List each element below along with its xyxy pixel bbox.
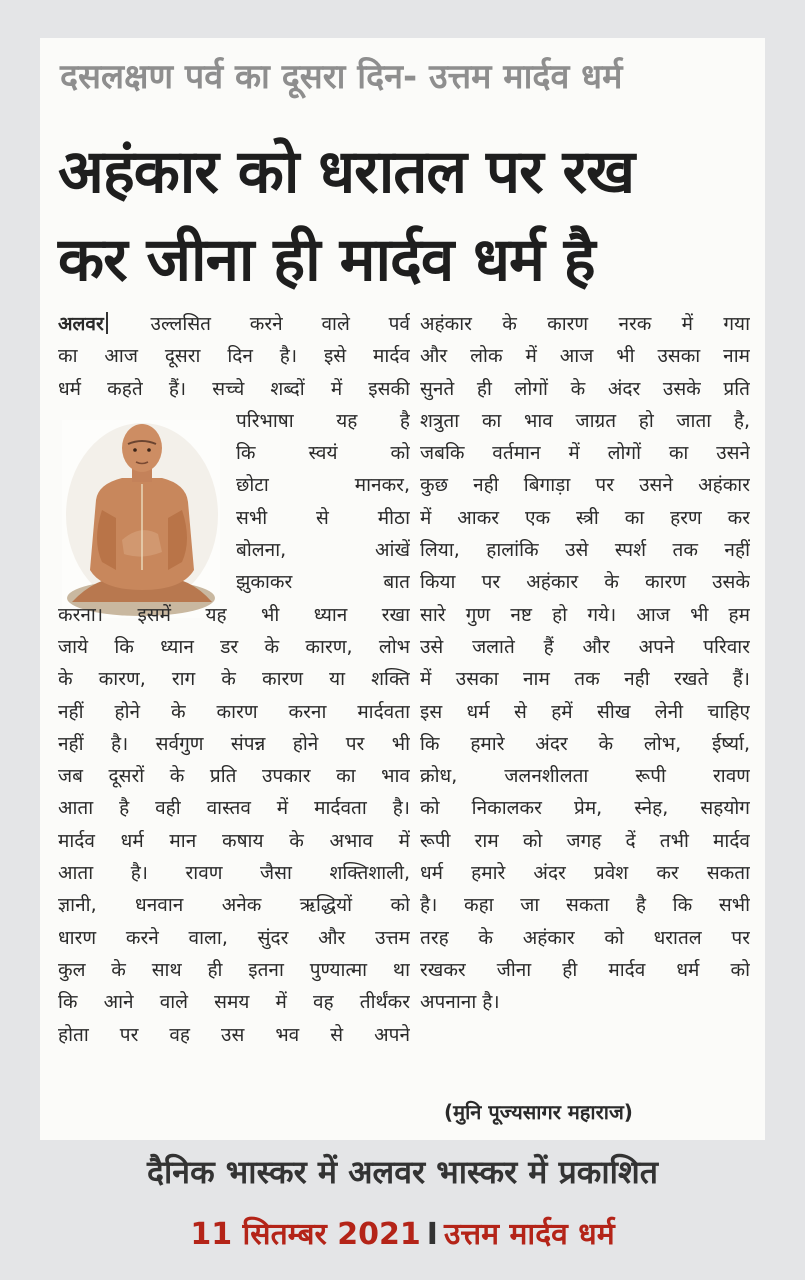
text-line: धर्म कहते हैं। सच्चे शब्दों में इसकी bbox=[58, 377, 410, 400]
text-line: नहीं है। सर्वगुण संपन्न होने पर भी bbox=[58, 732, 410, 755]
text-line: धर्म हमारे अंदर प्रवेश कर सकता bbox=[420, 862, 750, 885]
article-right-column bbox=[420, 308, 750, 1019]
text-line: मार्दव धर्म मान कषाय के अभाव में bbox=[58, 829, 410, 852]
text-line: छोटा मानकर, bbox=[236, 474, 410, 497]
text-line: जबकि वर्तमान में लोगों का उसने bbox=[420, 442, 750, 465]
text-line: जाये कि ध्यान डर के कारण, लोभ bbox=[58, 635, 410, 658]
text-line: का आज दूसरा दिन है। इसे मार्दव bbox=[58, 345, 410, 368]
text-line: आता है। रावण जैसा शक्तिशाली, bbox=[58, 862, 410, 885]
text-line: उसे जलाते हैं और अपने परिवार bbox=[420, 635, 750, 658]
kicker-heading: दसलक्षण पर्व का दूसरा दिन- उत्तम मार्दव धर्म bbox=[60, 57, 623, 97]
text-line: को निकालकर प्रेम, स्नेह, सहयोग bbox=[420, 797, 750, 820]
text-line: कुछ नही बिगाड़ा पर उसने अहंकार bbox=[420, 474, 750, 497]
text-line: शत्रुता का भाव जाग्रत हो जाता है, bbox=[420, 409, 750, 432]
text-line: सभी से मीठा bbox=[236, 506, 410, 529]
text-line: लिया, हालांकि उसे स्पर्श तक नहीं bbox=[420, 539, 750, 562]
text-line: इस धर्म से हमें सीख लेनी चाहिए bbox=[420, 700, 750, 723]
text-line: बोलना, आंखें bbox=[236, 539, 410, 562]
text-line: है। कहा जा सकता है कि सभी bbox=[420, 894, 750, 917]
text-line: और लोक में आज भी उसका नाम bbox=[420, 345, 750, 368]
publication-caption: दैनिक भास्कर में अलवर भास्कर में प्रकाशित bbox=[147, 1153, 658, 1191]
text-line: में उसका नाम तक नही रखते हैं। bbox=[420, 668, 750, 691]
text-line: कि हमारे अंदर के लोभ, ईर्ष्या, bbox=[420, 732, 750, 755]
text-line: कि स्वयं को bbox=[236, 442, 410, 465]
date-topic-caption bbox=[0, 1212, 805, 1253]
text-line: रखकर जीना ही मार्दव धर्म को bbox=[420, 958, 750, 981]
caption-separator: I bbox=[426, 1217, 438, 1252]
text-line: सारे गुण नष्ट हो गये। आज भी हम bbox=[420, 603, 750, 626]
dateline: अलवर bbox=[58, 313, 104, 335]
text-line: में आकर एक स्त्री का हरण कर bbox=[420, 506, 750, 529]
text-line: होता पर वह उस भव से अपने bbox=[58, 1023, 410, 1046]
text-line: आता है वही वास्तव में मार्दवता है। bbox=[58, 797, 410, 820]
headline-line-1: अहंकार को धरातल पर रख bbox=[58, 137, 635, 207]
text-line: अपनाना है। bbox=[420, 991, 500, 1014]
text-line: तरह के अहंकार को धरातल पर bbox=[420, 926, 750, 949]
text-line: नहीं होने के कारण करना मार्दवता bbox=[58, 700, 410, 723]
text-line: करना। इसमें यह भी ध्यान रखा bbox=[58, 603, 410, 626]
text-line: धारण करने वाला, सुंदर और उत्तम bbox=[58, 926, 410, 949]
article-left-column bbox=[58, 308, 410, 1051]
headline-line-2: कर जीना ही मार्दव धर्म है bbox=[58, 225, 595, 295]
text-line: जब दूसरों के प्रति उपकार का भाव bbox=[58, 765, 410, 788]
text-line: अलवर उल्लसित करने वाले पर्व bbox=[58, 313, 410, 335]
text-line: कुल के साथ ही इतना पुण्यात्मा था bbox=[58, 958, 410, 981]
text-line: झुकाकर बात bbox=[236, 571, 410, 594]
text-line: के कारण, राग के कारण या शक्ति bbox=[58, 668, 410, 691]
text-line: ज्ञानी, धनवान अनेक ऋद्धियों को bbox=[58, 894, 410, 917]
author-byline: (मुनि पूज्यसागर महाराज) bbox=[444, 1100, 633, 1124]
dateline-separator bbox=[106, 312, 108, 334]
text-line: किया पर अहंकार के कारण उसके bbox=[420, 571, 750, 594]
text-line: रूपी राम को जगह दें तभी मार्दव bbox=[420, 829, 750, 852]
text-line: सुनते ही लोगों के अंदर उसके प्रति bbox=[420, 377, 750, 400]
text-line: क्रोध, जलनशीलता रूपी रावण bbox=[420, 765, 750, 788]
publication-date: 11 सितम्बर 2021 bbox=[190, 1217, 421, 1252]
text-line: अहंकार के कारण नरक में गया bbox=[420, 313, 750, 335]
text-line: परिभाषा यह है bbox=[236, 409, 410, 432]
newspaper-clipping bbox=[40, 38, 765, 1140]
topic-label: उत्तम मार्दव धर्म bbox=[443, 1217, 615, 1252]
text-line: कि आने वाले समय में वह तीर्थंकर bbox=[58, 991, 410, 1014]
